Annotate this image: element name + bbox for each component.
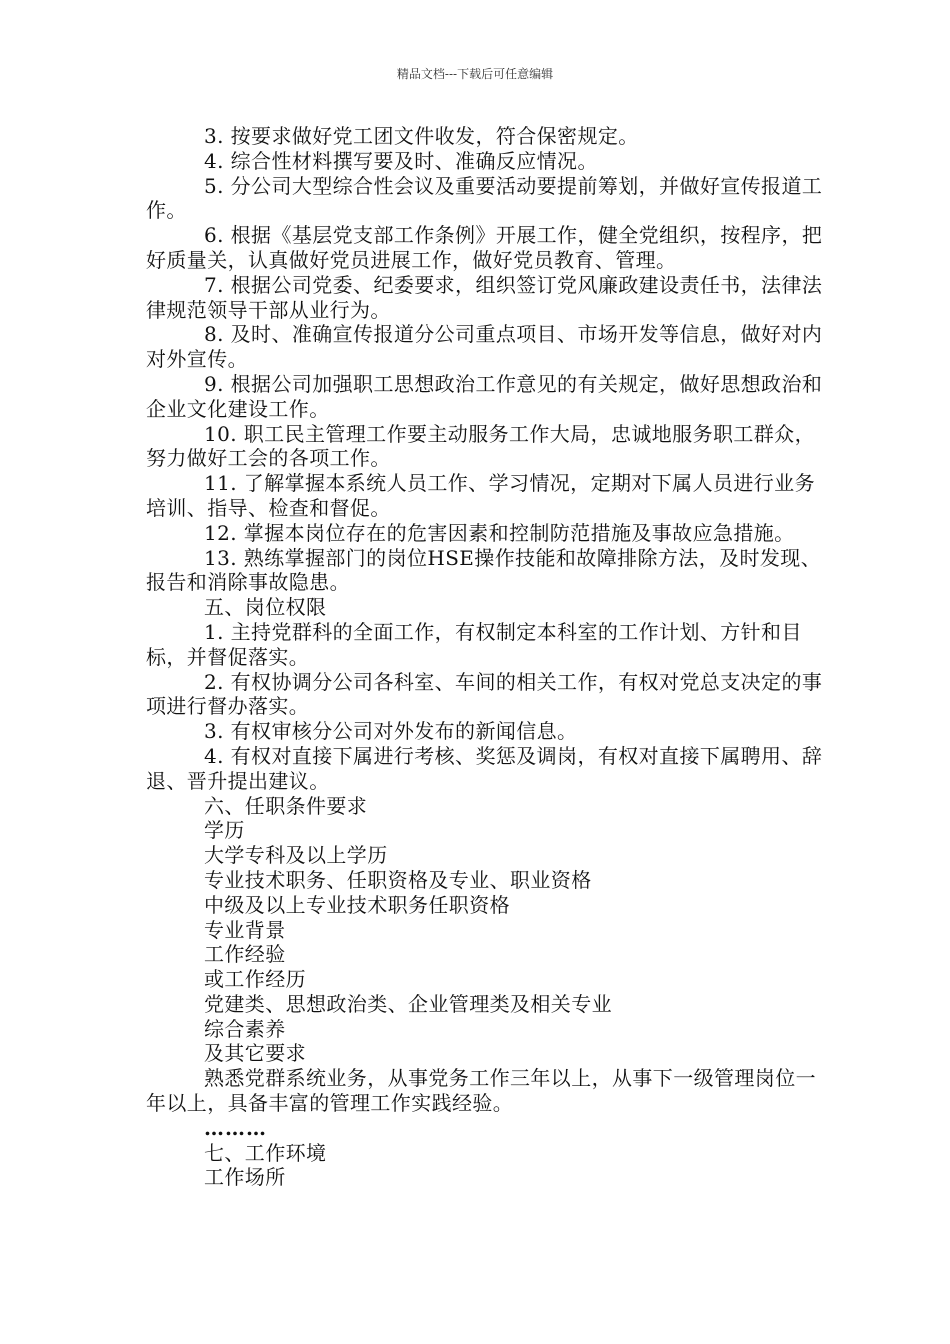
ellipsis-marker: ………	[204, 1115, 267, 1140]
authority-item-1: 1. 主持党群科的全面工作，有权制定本科室的工作计划、方针和目标，并督促落实。	[146, 619, 802, 669]
requirement-line: 党建类、思想政治类、企业管理类及相关专业	[204, 991, 612, 1016]
requirement-line: 专业技术职务、任职资格及专业、职业资格	[204, 867, 592, 892]
duty-item-10: 10. 职工民主管理工作要主动服务工作大局，忠诚地服务职工群众，努力做好工会的各项工作。	[146, 421, 815, 471]
requirement-line: 大学专科及以上学历	[204, 843, 388, 868]
page-header: 精品文档---下载后可任意编辑	[396, 67, 554, 81]
duty-item-7: 7. 根据公司党委、纪委要求，组织签订党风廉政建设责任书，法律法律规范领导干部从业行为。	[146, 272, 823, 322]
section-heading-requirements: 六、任职条件要求	[204, 793, 368, 818]
section-heading-environment: 七、工作环境	[204, 1140, 327, 1165]
duty-item-11: 11. 了解掌握本系统人员工作、学习情况，定期对下属人员进行业务培训、指导、检查和督促。	[146, 471, 815, 520]
duty-item-4: 4. 综合性材料撰写要及时、准确反应情况。	[204, 148, 598, 173]
authority-item-3: 3. 有权审核分公司对外发布的新闻信息。	[204, 719, 578, 744]
duty-item-9: 9. 根据公司加强职工思想政治工作意见的有关规定，做好思想政治和企业文化建设工作。	[146, 371, 823, 421]
section-heading-authority: 五、岗位权限	[204, 595, 327, 620]
authority-item-2: 2. 有权协调分公司各科室、车间的相关工作，有权对党总支决定的事项进行督办落实。	[146, 669, 823, 719]
requirement-closing: 熟悉党群系统业务，从事党务工作三年以上，从事下一级管理岗位一年以上，具备丰富的管理工作实践经验。	[146, 1066, 816, 1116]
requirement-line: 专业背景	[204, 917, 286, 942]
requirement-line: 及其它要求	[204, 1041, 306, 1066]
requirement-line: 或工作经历	[204, 967, 306, 992]
authority-item-4: 4. 有权对直接下属进行考核、奖惩及调岗，有权对直接下属聘用、辞退、晋升提出建议。	[146, 743, 823, 793]
duty-item-13: 13. 熟练掌握部门的岗位HSE操作技能和故障排除方法，及时发现、报告和消除事故隐患。	[146, 545, 822, 595]
environment-line: 工作场所	[204, 1165, 286, 1190]
requirement-line: 中级及以上专业技术职务任职资格	[204, 892, 510, 917]
duty-item-3: 3. 按要求做好党工团文件收发，符合保密规定。	[204, 124, 639, 148]
duty-item-8: 8. 及时、准确宣传报道分公司重点项目、市场开发等信息，做好对内对外宣传。	[146, 322, 823, 372]
duty-item-6: 6. 根据《基层党支部工作条例》开展工作，健全党组织，按程序，把好质量关，认真做好党员进展工作，做好党员教育、管理。	[146, 223, 823, 272]
duty-item-5: 5. 分公司大型综合性会议及重要活动要提前筹划，并做好宣传报道工作。	[146, 173, 823, 223]
requirement-line: 综合素养	[204, 1016, 286, 1041]
duty-item-12: 12. 掌握本岗位存在的危害因素和控制防范措施及事故应急措施。	[204, 520, 795, 545]
requirement-line: 学历	[204, 818, 245, 843]
requirement-line: 工作经验	[204, 942, 286, 967]
document-body	[146, 124, 826, 1190]
